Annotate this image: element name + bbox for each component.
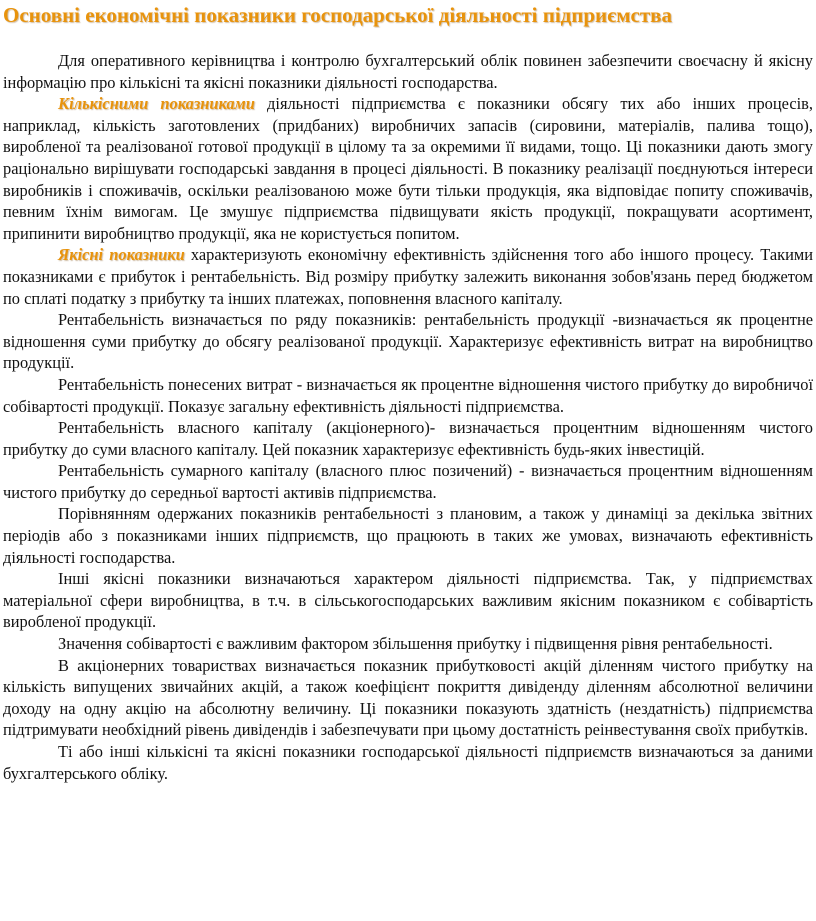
paragraph-other-indicators: [3, 568, 813, 633]
paragraph-cost-importance: [3, 633, 813, 655]
paragraph-text: Порівнянням одержаних показників рентабельності з плановим, а також у динаміці за декілька звітних періодів або з показниками інших підприємств, що працюють в таких же умовах, визначають ефективність діяльності господарства.: [3, 504, 813, 567]
paragraph-text: Рентабельність понесених витрат - визначається як процентне відношення чистого прибутку до виробничої собівартості продукції. Показує загальну ефективність діяльності підприємства.: [3, 374, 813, 416]
paragraph-comparison: [3, 503, 813, 568]
paragraph-text: Рентабельність сумарного капіталу (власного плюс позичений) - визначається процентним відношенням чистого прибутку до середньої вартості активів підприємства.: [3, 461, 813, 502]
paragraph-text: Рентабельність власного капіталу (акціонерного)- визначається процентним відношенням чистого прибутку до суми власного капіталу. Цей показник характеризує ефективність будь-яких інвестицій.: [3, 418, 813, 459]
paragraph-qualitative-indicators: [3, 244, 813, 309]
paragraph-intro: [3, 50, 813, 93]
paragraph-text: Рентабельність визначається по ряду показників: рентабельність продукції -визначається як процентне відношення суми прибутку до обсягу реалізованої продукції. Характеризує ефективність витрат на виробництво продукції.: [3, 310, 813, 373]
paragraph-product-profitability: [3, 309, 813, 374]
paragraph-text: Ті або інші кількісні та якісні показники господарської діяльності підприємств визначаються за даними бухгалтерського обліку.: [3, 742, 813, 783]
page-title: Основні економічні показники господарської діяльності підприємства: [3, 3, 673, 27]
paragraph-text: діяльності підприємства є показники обсягу тих або інших процесів, наприклад, кількість заготовлених (придбаних) виробничих запасів (сировини, матеріалів, палива тощо), виробленої та реалізованої готової продукції в цілому та за окремими її видами, тощо. Ці показники дають змогу раціонально вирішувати господарські завдання в процесі діяльності. В показнику реалізації поєднуються інтереси виробників і споживачів, оскільки реалізованою може бути тільки продукція, яка відповідає попиту споживачів, певним їхнім вимогам. Це змушує підприємства підвищувати якість продукції, покращувати асортимент, припинити виробництво продукції, яка не користується попитом.: [3, 94, 813, 243]
paragraph-quantitative-indicators: [3, 93, 813, 244]
highlight-term: Якісні показники: [58, 245, 185, 265]
paragraph-joint-stock: [3, 655, 813, 741]
highlight-term: Кількісними показниками: [58, 94, 255, 114]
paragraph-text: Для оперативного керівництва і контролю бухгалтерський облік повинен забезпечити своєчасну й якісну інформацію про кількісні та якісні показники діяльності господарства.: [3, 51, 813, 92]
paragraph-text: Значення собівартості є важливим фактором збільшення прибутку і підвищення рівня рентабельності.: [58, 634, 773, 654]
paragraph-total-capital-profitability: [3, 460, 813, 503]
paragraph-text: Інші якісні показники визначаються характером діяльності підприємства. Так, у підприємствах матеріальної сфери виробництва, в т.ч. в сільськогосподарських важливим якісним показником є собівартість виробленої продукції.: [3, 569, 813, 632]
paragraph-text: характеризують економічну ефективність здійснення того або іншого процесу. Такими показниками є прибуток і рентабельність. Від розміру прибутку залежить виконання зобов'язань перед бюджетом по сплаті податку з прибутку та інших платежах, поповнення власного капіталу.: [3, 245, 813, 308]
paragraph-cost-profitability: [3, 374, 813, 417]
paragraph-conclusion: [3, 741, 813, 784]
paragraph-text: В акціонерних товариствах визначається показник прибутковості акцій діленням чистого прибутку на кількість випущених звичайних акцій, а також коефіцієнт покриття дивіденду діленням абсолютної величини доходу на одну акцію на абсолютну величину. Ці показники показують здатність (нездатність) підприємства підтримувати необхідний рівень дивідендів і забезпечувати при цьому достатність реінвестування своїх прибутків.: [3, 655, 813, 740]
paragraph-equity-profitability: [3, 417, 813, 460]
